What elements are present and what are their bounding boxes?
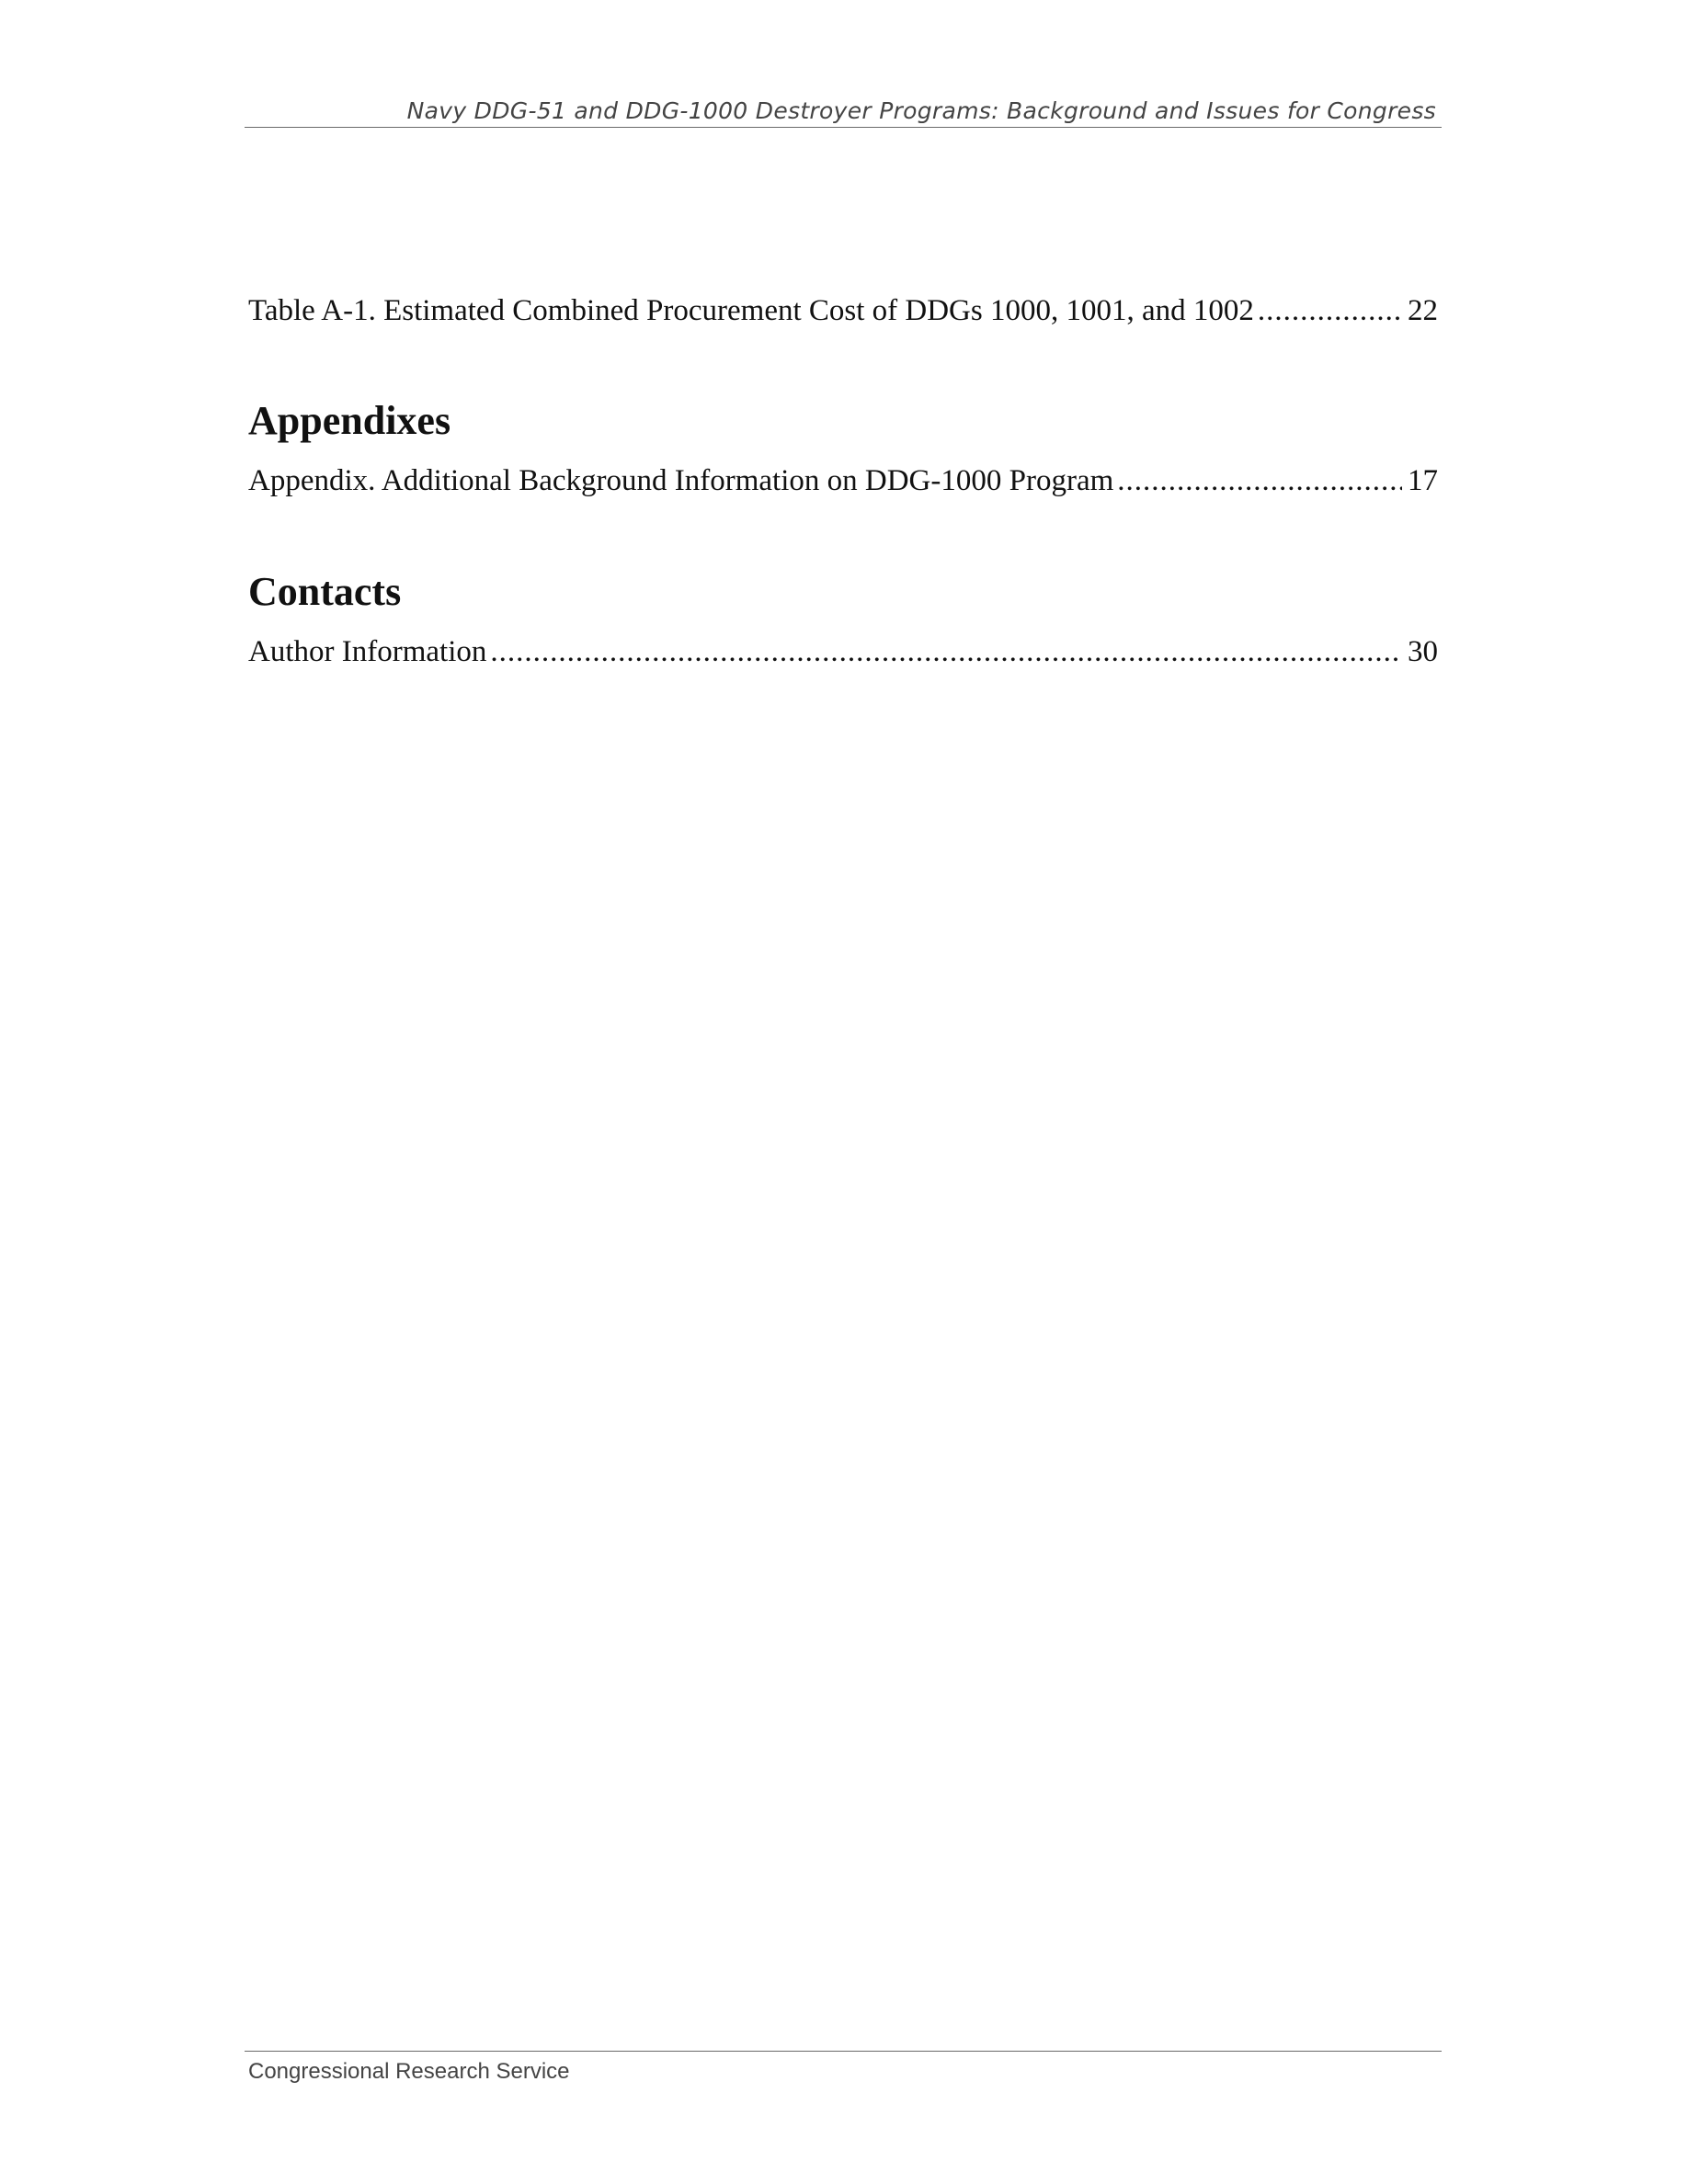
toc-entry-title: Table A-1. Estimated Combined Procurement Cost of DDGs 1000, 1001, and 1002 — [248, 294, 1254, 327]
running-header-title: Navy DDG-51 and DDG-1000 Destroyer Programs: Background and Issues for Congress — [406, 97, 1436, 124]
toc-page-number: 17 — [1408, 464, 1438, 497]
footer-organization: Congressional Research Service — [248, 2059, 570, 2084]
running-header — [245, 96, 1442, 128]
toc-entry-table-a1[interactable] — [248, 292, 1438, 329]
toc-dot-leader — [490, 633, 1402, 670]
toc-dot-leader — [1258, 292, 1402, 329]
running-footer — [245, 2051, 1442, 2084]
toc-page-number: 30 — [1408, 635, 1438, 668]
toc-entry-title: Appendix. Additional Background Information on DDG-1000 Program — [248, 464, 1114, 497]
toc-entry-author-information[interactable] — [248, 633, 1438, 670]
appendixes-heading: Appendixes — [248, 398, 451, 443]
toc-entry-title: Author Information — [248, 635, 487, 668]
contacts-heading: Contacts — [248, 569, 402, 614]
toc-dot-leader — [1117, 462, 1402, 499]
toc-entry-appendix[interactable] — [248, 462, 1438, 499]
toc-page-number: 22 — [1408, 294, 1438, 327]
